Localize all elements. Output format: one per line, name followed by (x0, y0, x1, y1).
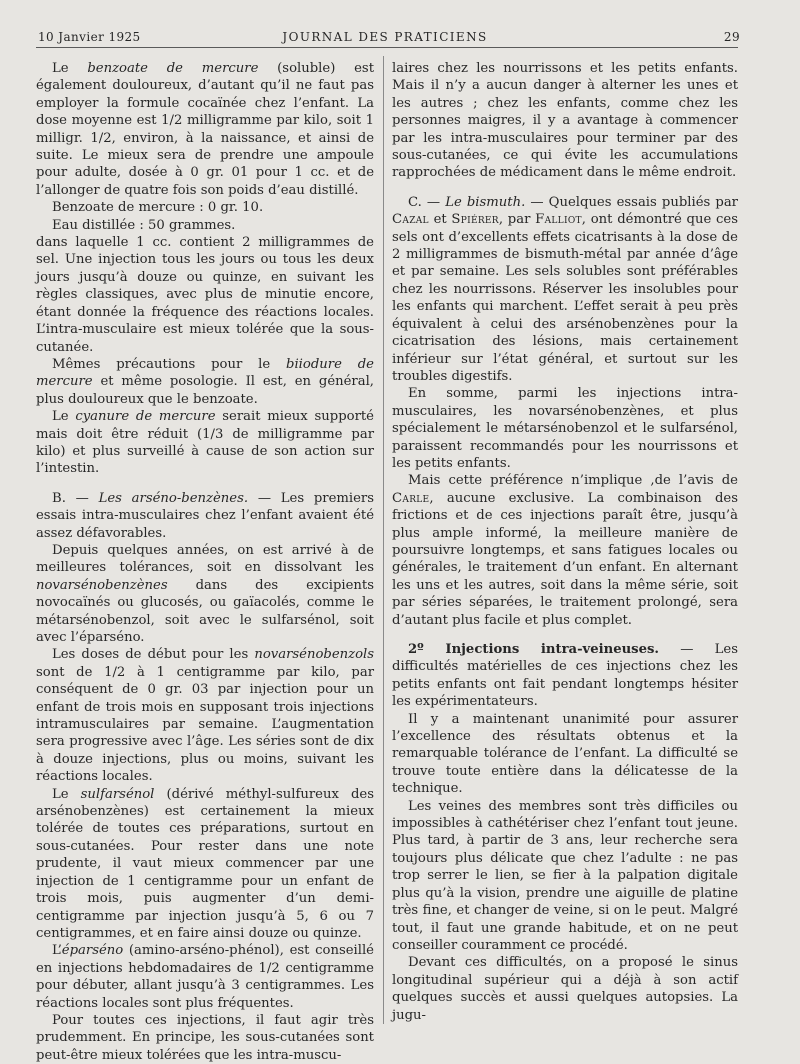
paragraph-tolerances: Depuis quelques années, on est arrivé à de meilleures tolérances, soit en dissolvant les novarsénobenzènes dans des excipients novocaïnés ou glucosés, ou gaïacolés, comme le métarsénobenzol, soit avec le sulfarsénol, soit avec l’éparséno. (36, 542, 374, 645)
page-number: 29 (723, 30, 740, 44)
paragraph-continuation: laires chez les nourrissons et les petits enfants. Mais il n’y a aucun danger à alterner les unes et les autres ; chez les enfants, comme chez les personnes maigres, il y a avantage à commencer par les intra-musculaires pour terminer par des sous-cutanées, ce qui évite les accumulations rapprochées de médicament dans le même endroit. (392, 61, 738, 181)
section-intraveineuses: 2º Injections intra-veineuses. — Les difficultés matérielles de ces injections chez les petits enfants ont fait pendant longtemps hésiter les expérimentateurs. (392, 642, 738, 710)
paragraph-biiodure: Mêmes précautions pour le biiodure de mercure et même posologie. Il est, en général, plus douloureux que le benzoate. (36, 356, 374, 407)
formula-line-2: Eau distillée : 50 grammes. (52, 217, 236, 233)
paragraph-preference: Mais cette préférence n’implique ,de l’avis de Carle, aucune exclusive. La combinaison des frictions et de ces injections paraît être, jusqu’à plus ample informé, la meilleure manière de poursuivre longtemps, et sans fatigues locales ou générales, le traitement d’un enfant. En alternant les uns et les autres, soit dans la même série, soit par séries séparées, le traitement prolongé, sera d’autant plus facile et plus complet. (392, 473, 738, 628)
right-column (392, 60, 738, 1024)
paragraph-en-somme: En somme, parmi les injections intra-musculaires, les novarsénobenzènes, et plus spécialement le métarsénobenzol et le sulfarsénol, paraissent recommandés pour les nourrissons et les petits enfants. (392, 386, 738, 471)
section-bismuth: C. — Le bismuth. — Quelques essais publiés par Cazal et Spiérer, par Falliot, ont démontré que ces sels ont d’excellents effets cicatrisants à la dose de 2 milligrammes de bismuth-métal par année d’âge et par semaine. Les sels solubles sont préférables chez les nourrissons. Réserver les insolubles pour les enfants qui marchent. L’effet serait à peu près équivalent à celui des arsénobenzènes pour la cicatrisation des lésions, mais certainement inférieur sur l’état général, et surtout sur les troubles digestifs. (392, 194, 738, 384)
paragraph-eparseno: L’éparséno (amino-arséno-phénol), est conseillé en injections hebdomadaires de 1/2 centigramme pour débuter, allant jusqu’à 3 centigrammes. Les réactions locales sont plus fréquentes. (36, 943, 374, 1011)
left-column (36, 60, 374, 1064)
paragraph-doses: Les doses de début pour les novarsénobenzols sont de 1/2 à 1 centigramme par kilo, par conséquent de 0 gr. 03 par injection pour un enfant de trois mois en supposant trois injections intramusculaires par semaine. L’augmentation sera progressive avec l’âge. Les séries sont de dix à douze injections, plus ou moins, suivant les réactions locales. (36, 647, 374, 785)
section-arsenobenzenes: B. — Les arséno-benzènes. — Les premiers essais intra-musculaires chez l’enfant avaient été assez défavorables. (36, 490, 374, 541)
paragraph-sinus: Devant ces difficultés, on a proposé le sinus longitudinal supérieur qui a déjà à son actif quelques succès et aussi quelques autopsies. La jugu- (392, 955, 738, 1023)
paragraph-veines: Les veines des membres sont très difficiles ou impossibles à cathétériser chez l’enfant tout jeune. Plus tard, à partir de 3 ans, leur recherche sera toujours plus délicate que chez l’adulte : ne pas trop serrer le lien, se fier à la palpation digitale plus qu’à la vision, prendre une aiguille de platine très fine, et changer de veine, si on le peut. Malgré tout, il faut une grande habitude, et on ne peut conseiller couramment ce procédé. (392, 798, 738, 953)
paragraph-cyanure: Le cyanure de mercure serait mieux supporté mais doit être réduit (1/3 de milligramme par kilo) et plus surveillé à cause de son action sur l’intestin. (36, 409, 374, 477)
paragraph-benzoate: Le benzoate de mercure (soluble) est également douloureux, d’autant qu’il ne faut pas employer la formule cocaïnée chez l’enfant. La dose moyenne est 1/2 milligramme par kilo, soit 1 milligr. 1/2, environ, à la naissance, et ainsi de suite. Le mieux sera de prendre une ampoule pour adulte, dosée à 0 gr. 01 pour 1 cc. et de l’allonger de quatre fois son poids d’eau distillé. (36, 61, 374, 198)
paragraph-unanimite: Il y a maintenant unanimité pour assurer l’excellence des résultats obtenus et la remarquable tolérance de l’enfant. La difficulté se trouve toute entière dans la délicatesse de la technique. (392, 711, 738, 797)
header-date: 10 Janvier 1925 (38, 30, 141, 44)
formula-line-1: Benzoate de mercure : 0 gr. 10. (52, 200, 264, 216)
paragraph-sulfarsenol: Le sulfarsénol (dérivé méthyl-sulfureux des arsénobenzènes) est certainement la mieux tolérée de toutes ces préparations, surtout en sous-cutanées. Pour rester dans une note prudente, il vaut mieux commencer par une injection de 1 centigramme pour un enfant de trois mois, puis augmenter d’un demi-centigramme par injection jusqu’à 5, 6 ou 7 centigrammes, et en faire ainsi douze ou quinze. (36, 786, 374, 941)
paragraph-prudence: Pour toutes ces injections, il faut agir très prudemment. En principe, les sous-cutanées sont peut-être mieux tolérées que les intra-muscu- (36, 1012, 374, 1063)
journal-title: JOURNAL DES PRATICIENS (282, 30, 488, 44)
column-divider (383, 56, 384, 1024)
header-rule (36, 47, 738, 48)
running-header (30, 30, 740, 48)
paragraph-dosage: dans laquelle 1 cc. contient 2 milligrammes de sel. Une injection tous les jours ou tous les deux jours jusqu’à douze ou quinze, en suivant les règles classiques, avec plus de minutie encore, étant donnée la fréquence des réactions locales. L’intra-musculaire est mieux tolérée que la sous-cutanée. (36, 235, 374, 355)
